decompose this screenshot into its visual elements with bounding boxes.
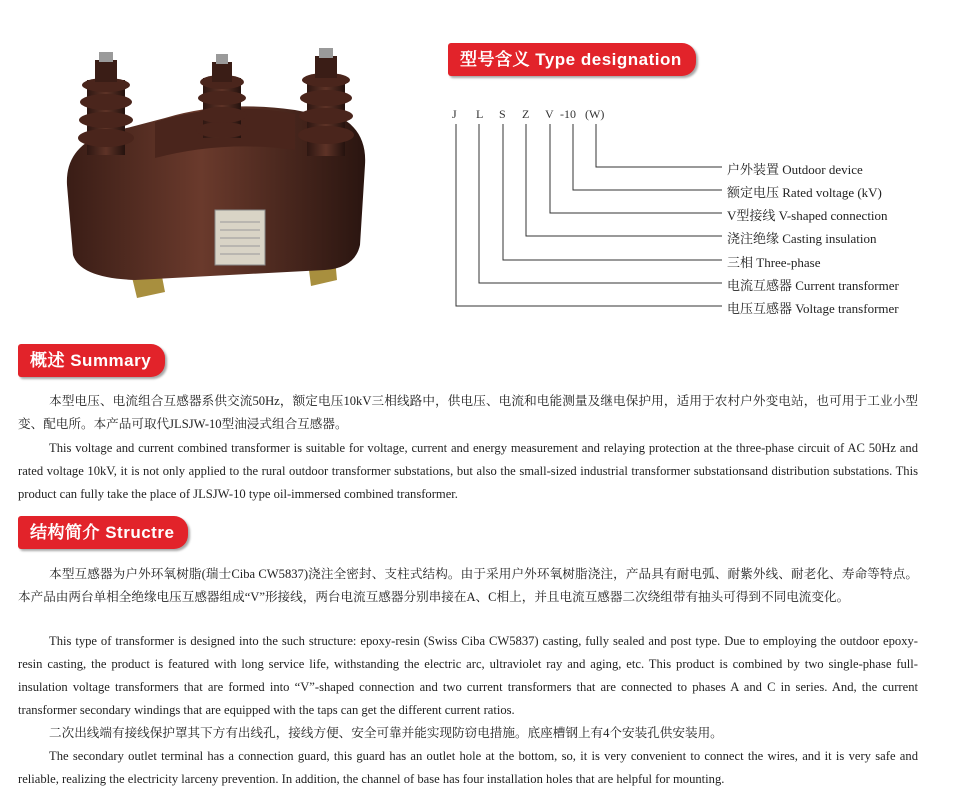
- legend-three-phase: 三相 Three-phase: [727, 255, 821, 270]
- summary-paragraph-en: [18, 437, 918, 506]
- legend-voltage-transformer: 电压互感器 Voltage transformer: [727, 301, 899, 316]
- transformer-product-image: [55, 40, 380, 300]
- summary-text-en: This voltage and current combined transformer is suitable for voltage, current and energy measurement and relaying protection at the three-phase circuit of AC 50Hz and rated voltage 10kV, it is not only applied to the rural outdoor transformer substations, but also the small-sized industrial transformer substationsand distribution substations. This product can fully take the place of JLSJW-10 type oil-immersed combined transformer.: [18, 441, 918, 501]
- structure-paragraph-1-cn: [18, 563, 918, 609]
- structure-text-1-cn: 本型互感器为户外环氧树脂(瑞士Ciba CW5837)浇注全密封、支柱式结构。由于采用户外环氧树脂浇注，产品具有耐电弧、耐紫外线、耐老化、寿命等特点。本产品由两台单相全绝缘电压互感器组成“V”形接线，两台电流互感器分别串接在A、C相上，并且电流互感器二次绕组带有抽头可得到不同电流变化。: [18, 567, 918, 604]
- code-letter: S: [499, 107, 506, 121]
- code-letter: -10: [560, 107, 576, 121]
- code-letter: (W): [585, 107, 605, 121]
- legend-casting-insulation: 浇注绝缘 Casting insulation: [727, 231, 877, 246]
- structure-text-2-cn: 二次出线端有接线保护罩其下方有出线孔，接线方便、安全可靠并能实现防窃电措施。底座槽钢上有4个安装孔供安装用。: [49, 726, 723, 740]
- legend-outdoor-device: 户外装置 Outdoor device: [727, 162, 863, 177]
- type-designation-heading: 型号含义 Type designation: [448, 43, 696, 76]
- structure-paragraph-2-cn: [18, 722, 918, 745]
- legend-current-transformer: 电流互感器 Current transformer: [727, 278, 899, 293]
- code-letter: L: [476, 107, 484, 121]
- code-letter: J: [452, 107, 457, 121]
- structure-text-1-en: This type of transformer is designed into the such structure: epoxy-resin (Swiss Ciba CW5837) casting, fully sealed and post type. Due to employing the outdoor epoxy-resin casting, the product is featured with long service life, withstanding the electric arc, ultraviolet ray and aging, etc. This product is combined by two single-phase full-insulation voltage transformers that are formed into “V”-shaped connection and two current transformers that are connected to phases A and C in series. And, the current transformer secondary windings that are equipped with the taps can get the different current ratios.: [18, 634, 918, 717]
- code-letter: Z: [522, 107, 530, 121]
- summary-paragraph-cn: [18, 390, 918, 436]
- legend-v-connection: V型接线 V-shaped connection: [727, 208, 888, 223]
- structure-paragraph-2-en: [18, 745, 918, 791]
- summary-heading: 概述 Summary: [18, 344, 165, 377]
- structure-heading: 结构简介 Structre: [18, 516, 188, 549]
- structure-text-2-en: The secondary outlet terminal has a connection guard, this guard has an outlet hole at the bottom, so, it is very convenient to connect the wires, and it is very safe and reliable, realizing the electricity larceny prevention. In addition, the channel of base has four installation holes that are helpful for mounting.: [18, 749, 918, 786]
- structure-paragraph-1-en: [18, 630, 918, 722]
- legend-rated-voltage: 额定电压 Rated voltage (kV): [727, 185, 882, 200]
- designation-bracket-lines: [440, 120, 730, 315]
- summary-text-cn: 本型电压、电流组合互感器系供交流50Hz，额定电压10kV三相线路中，供电压、电流和电能测量及继电保护用，适用于农村户外变电站，也可用于工业小型变、配电所。本产品可取代JLSJW-10型油浸式组合互感器。: [18, 394, 918, 431]
- code-letter: V: [545, 107, 554, 121]
